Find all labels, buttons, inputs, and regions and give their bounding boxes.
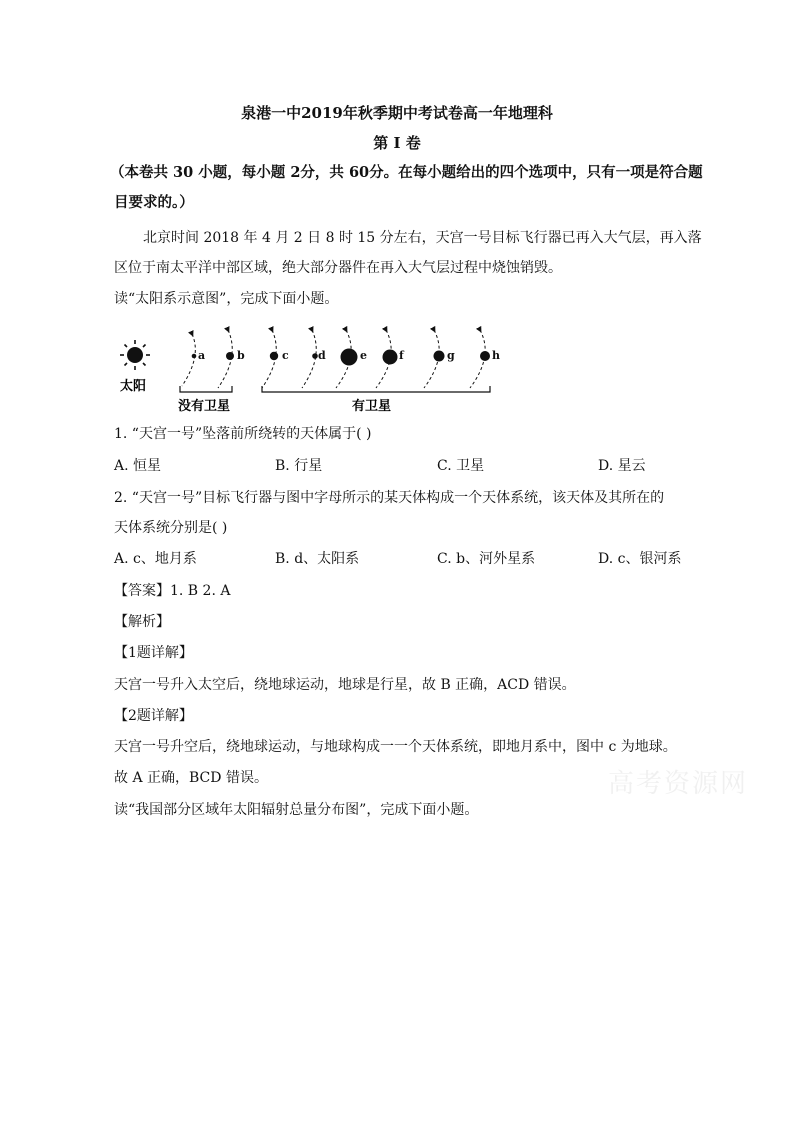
label-no-satellite: 没有卫星 xyxy=(178,399,231,414)
sun-label: 太阳 xyxy=(120,379,147,394)
detail-1-body: 天宫一号升入太空后，绕地球运动，地球是行星，故 B 正确，ACD 错误。 xyxy=(114,677,576,693)
planet-g xyxy=(434,351,445,362)
read-prompt-1: 读“太阳系示意图”，完成下面小题。 xyxy=(114,291,339,307)
instruction-line-1: （本卷共 30 小题，每小题 2分，共 60分。在每小题给出的四个选项中，只有一项是符合题 xyxy=(110,164,703,181)
planet-h xyxy=(480,351,490,361)
question-2-option-c: C. b、河外星系 xyxy=(437,551,536,567)
detail-2-heading: 【2题详解】 xyxy=(114,708,193,724)
question-1-option-c: C. 卫星 xyxy=(437,458,485,474)
analysis-heading: 【解析】 xyxy=(114,614,170,630)
orbit-a xyxy=(182,334,195,386)
question-2-text-2: 天体系统分别是( ) xyxy=(114,520,228,536)
passage-line-1: 北京时间 2018 年 4 月 2 日 8 时 15 分左右，天宫一号目标飞行器已再入大气层，再入落 xyxy=(143,230,702,246)
passage-line-2: 区位于南太平洋中部区域，绝大部分器件在再入大气层过程中烧蚀销毁。 xyxy=(114,260,562,276)
planet-letter-f: f xyxy=(399,349,404,362)
solar-system-diagram xyxy=(114,326,500,416)
orbit-d xyxy=(302,330,316,388)
planet-c xyxy=(270,352,278,360)
planet-b xyxy=(226,352,234,360)
answer-line: 【答案】1. B 2. A xyxy=(114,583,231,599)
page-title: 泉港一中2019年秋季期中考试卷高一年地理科 xyxy=(241,104,553,122)
planet-letter-c: c xyxy=(282,349,289,362)
question-2-option-d: D. c、银河系 xyxy=(598,551,682,567)
bracket-with-satellite xyxy=(262,386,490,392)
label-with-satellite: 有卫星 xyxy=(352,399,392,414)
planet-a xyxy=(192,354,197,359)
sun-icon xyxy=(120,340,150,370)
watermark: 高考资源网 xyxy=(608,769,749,799)
planet-d xyxy=(312,353,318,359)
planet-letter-d: d xyxy=(318,349,326,362)
question-2-option-b: B. d、太阳系 xyxy=(275,551,360,567)
section-title: 第 I 卷 xyxy=(373,134,421,152)
planet-f xyxy=(383,350,398,365)
question-2-text-1: 2. “天宫一号”目标飞行器与图中字母所示的某天体构成一个天体系统，该天体及其所在的 xyxy=(114,490,665,506)
planet-letter-h: h xyxy=(492,349,500,362)
planet-letter-g: g xyxy=(447,349,455,362)
planet-letter-e: e xyxy=(360,349,367,362)
question-1-option-b: B. 行星 xyxy=(275,458,323,474)
planet-letter-b: b xyxy=(237,349,245,362)
question-1-text: 1. “天宫一号”坠落前所绕转的天体属于( ) xyxy=(114,426,372,442)
bracket-no-satellite xyxy=(180,386,232,392)
instruction-line-2: 目要求的。） xyxy=(114,194,194,211)
planet-e xyxy=(341,349,358,366)
read-prompt-2: 读“我国部分区域年太阳辐射总量分布图”，完成下面小题。 xyxy=(114,802,479,818)
question-1-option-a: A. 恒星 xyxy=(114,458,162,474)
detail-2-body-2: 故 A 正确，BCD 错误。 xyxy=(114,770,268,786)
question-1-option-d: D. 星云 xyxy=(598,458,646,474)
planet-letter-a: a xyxy=(198,349,206,362)
question-2-option-a: A. c、地月系 xyxy=(114,551,197,567)
detail-1-heading: 【1题详解】 xyxy=(114,645,193,661)
detail-2-body-1: 天宫一号升空后，绕地球运动，与地球构成一一个天体系统，即地月系中，图中 c 为地球。 xyxy=(114,739,677,755)
